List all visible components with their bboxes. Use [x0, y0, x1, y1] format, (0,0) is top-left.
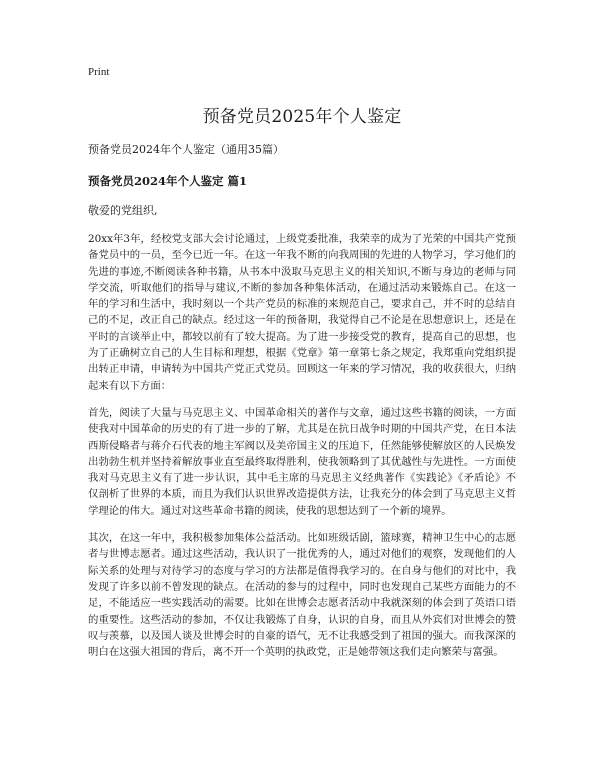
section-heading: 预备党员2024年个人鉴定 篇1 — [88, 174, 248, 188]
body-paragraph-3: 其次，在这一年中，我积极参加集体公益活动。比如班级话剧，篮球赛，精神卫生中心的志愿者与世博志愿者。通过这些活动，我认识了一批优秀的人，通过对他们的观察，发现他们的人际关系的处理与对待学习的态度与学习的方法都是值得我学习的。在自身与他们的对比中，我发现了许多以前不曾发现的缺点。在活动的参与的过程中，同时也发现自己某些方面能力的不足，不能适应一些实践活动的需要。比如在世博会志愿者活动中我就深刻的体会到了英语口语的重要性。这些活动的参加，不仅让我锻炼了自身，认识的自身，而且从外宾们对世博会的赞叹与羡慕，以及国人谈及世博会时的自豪的语气，无不让我感受到了祖国的强大。而我深深的明白在这强大祖国的背后，离不开一个英明的执政党，正是她带领这我们走向繁荣与富强。 — [88, 532, 516, 659]
body-paragraph-2: 首先，阅读了大量与马克思主义、中国革命相关的著作与文章，通过这些书籍的阅读，一方面使我对中国革命的历史的有了进一步的了解，尤其是在抗日战争时期的中国共产党，在日本法西斯侵略者与蒋介石代表的地主军阀以及美帝国主义的压迫下，任然能够使解放区的人民焕发出勃勃生机并坚持着解放事业直至最终取得胜利，使我领略到了其优越性与先进性。一方面使我对马克思主义有了进一步认识，其中毛主席的马克思主义经典著作《实践论》《矛盾论》不仅剖析了世界的本质，而且为我们认识世界改造提供方法，让我充分的体会到了马克思主义哲学理论的伟大。通过对这些革命书籍的阅读，使我的思想达到了一个新的境界。 — [88, 406, 516, 517]
document-page — [88, 66, 516, 671]
salutation: 敬爱的党组织, — [88, 204, 158, 217]
document-subtitle: 预备党员2024年个人鉴定（通用35篇） — [88, 143, 284, 156]
document-title: 预备党员2025年个人鉴定 — [202, 107, 402, 127]
print-link[interactable]: Print — [88, 66, 110, 78]
body-paragraph-1: 20xx年3年，经校党支部大会讨论通过，上级党委批准，我荣幸的成为了光荣的中国共产党预备党员中的一员，至今已近一年。在这一年我不断的向我周围的先进的人物学习，学习他们的先进的事迹,不断阅读各种书籍，从书本中汲取马克思主义的相关知识,不断与身边的老师与同学交流，听取他们的指导与建议,不断的参加各种集体活动，在通过活动来锻炼自己。在这一年的学习和生活中，我时刻以一个共产党员的标准的来规范自己，要求自己，并不时的总结自己的不足，改正自己的缺点。经过这一年的预备期，我觉得自己不论是在思想意识上，还是在平时的言谈举止中，都较以前有了较大提高。为了进一步接受党的教育，提高自己的思想，也为了正确树立自己的人生目标和理想，根据《党章》第一章第七条之规定，我郑重向党组织提出转正申请，申请转为中国共产党正式党员。回顾这一年来的学习情况，我的收获很大，归纳起来有以下方面： — [88, 233, 516, 392]
